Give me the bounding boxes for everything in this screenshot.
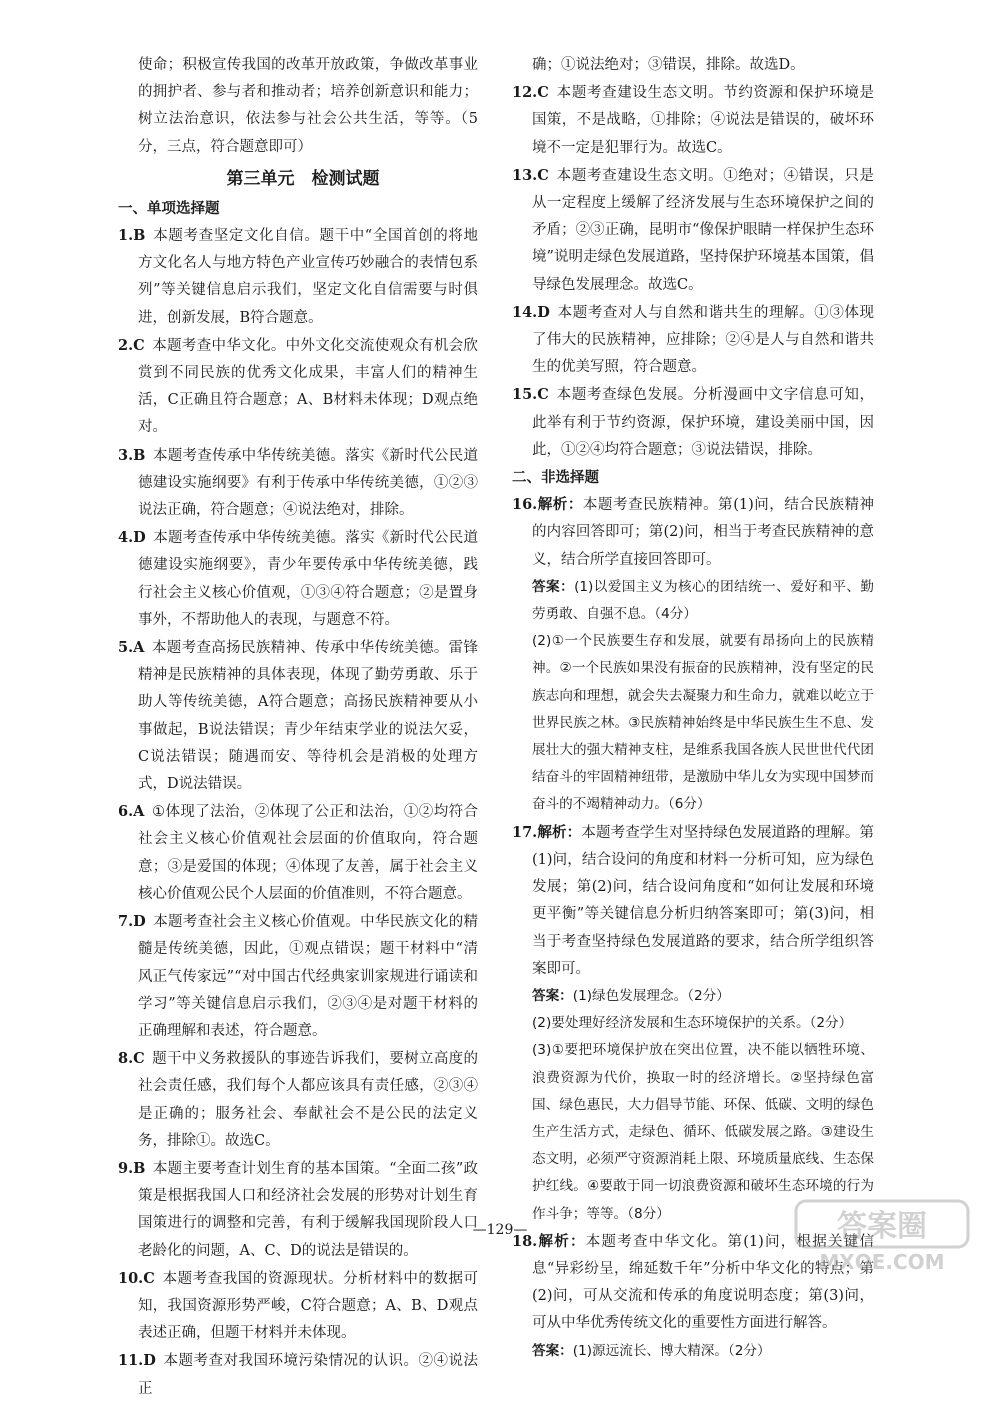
choice-item-answer: 3.B [118, 446, 146, 464]
choice-item-explanation: 本题考查社会主义核心价值观。中华民族文化的精髓是传统美德，因此，①观点错误；题干材料中“清风正气传家远”“对中国古代经典家训家规进行诵读和学习”等关键信息启示我们，②③④是对题干材料的正确理解和表述，符合题意。 [138, 914, 478, 1039]
choice-item-explanation: ①体现了法治，②体现了公正和法治，①②均符合社会主义核心价值观社会层面的价值取向，符合题意；③是爱国的体现；④体现了友善，属于社会主义核心价值观公民个人层面的价值准则，不符合题意。 [138, 804, 478, 902]
choice-item [118, 222, 478, 332]
spacer [144, 804, 151, 820]
choice-item-answer: 2.C [118, 336, 145, 354]
choice-item [512, 299, 874, 382]
question-number: 17. [512, 823, 538, 841]
choice-item-answer: 14.D [512, 303, 550, 321]
analysis-label: 解析： [537, 823, 582, 841]
answer-label: 答案： [532, 578, 575, 595]
choice-item-explanation: 本题考查建设生态文明。①绝对；④错误，只是从一定程度上缓解了经济发展与生态环境保护之间的矛盾；②③正确，昆明市“像保护眼睛一样保护生态环境”说明走绿色发展道路，坚持保护环境基本国策，倡导绿色发展理念。故选C。 [532, 167, 874, 293]
answer-text: (1)绿色发展理念。（2分） [572, 987, 730, 1004]
continued-item-11-text: 确；①说法绝对；③错误，排除。故选D。 [532, 57, 805, 73]
choice-item-answer: 12.C [512, 84, 549, 102]
choice-item-answer: 13.C [512, 166, 549, 184]
analysis-label: 解析： [537, 1232, 586, 1250]
left-column [118, 52, 478, 1403]
question-16 [512, 491, 874, 818]
choice-item [118, 634, 478, 798]
choice-item-explanation: 本题考查传承中华传统美德。落实《新时代公民道德建设实施纲要》有利于传承中华传统美德，①②③说法正确，符合题意；④说法绝对，排除。 [138, 447, 478, 519]
choice-item-explanation: 本题考查高扬民族精神、传承中华传统美德。雷锋精神是民族精神的具体表现，体现了勤劳勇敢、乐于助人等传统美德，A符合题意；高扬民族精神要从小事做起，B说法错误；青少年结束学业的说法欠妥，C说法错误；随遇而安、等待机会是消极的处理方式，D说法错误。 [138, 640, 478, 793]
spacer [550, 305, 557, 321]
analysis-paragraph [512, 491, 874, 574]
choice-item [118, 442, 478, 525]
analysis-paragraph [512, 819, 874, 983]
choice-item [118, 798, 478, 908]
spacer [549, 387, 556, 403]
choice-item-answer: 7.D [118, 913, 146, 931]
choice-item-explanation: 本题考查绿色发展。分析漫画中文字信息可知，此举有利于节约资源，保护环境，建设美丽中国，因此，①②④均符合题意；③说法错误，排除。 [532, 387, 874, 458]
question-number: 16. [512, 496, 538, 514]
answer-paragraph [512, 574, 874, 628]
page-number: —129— [472, 1222, 528, 1238]
choice-item-answer: 4.D [118, 529, 146, 547]
choice-item-answer: 1.B [118, 227, 146, 245]
single-choice-list-continued [512, 79, 874, 464]
spacer [144, 640, 151, 656]
choice-item-answer: 9.B [118, 1159, 146, 1177]
answer-label: 答案： [532, 987, 573, 1004]
choice-item-answer: 10.C [118, 1269, 155, 1287]
choice-item-answer: 15.C [512, 386, 549, 404]
analysis-text: 本题考查民族精神。第(1)问，结合民族精神的内容回答即可；第(2)问，相当于考查民族精神的意义，结合所学直接回答即可。 [532, 497, 875, 568]
section-heading-single-choice: 一、单项选择题 [118, 199, 220, 217]
choice-item-explanation: 本题考查对我国环境污染情况的认识。②④说法正 [138, 1353, 478, 1397]
choice-item-explanation: 本题考查中华文化。中外文化交流使观众有机会欣赏到不同民族的优秀文化成果，丰富人们的精神生活，C正确且符合题意；A、B材料未体现；D观点绝对。 [138, 337, 478, 436]
continued-answer-text: 使命；积极宣传我国的改革开放政策，争做改革事业的拥护者、参与者和推动者；培养创新意识和能力；树立法治意识，依法参与社会公共生活，等等。（5分，三点，符合题意即可） [138, 57, 478, 155]
choice-item [118, 1347, 478, 1402]
choice-item-answer: 8.C [118, 1050, 145, 1068]
answer-paragraph: (2)要处理好经济发展和生态环境保护的关系。（2分） [532, 1015, 853, 1032]
choice-item [512, 381, 874, 464]
choice-item-explanation: 本题考查我国的资源现状。分析材料中的数据可知，我国资源形势严峻，C符合题意；A、B、D观点表述正确，但题干材料并未体现。 [138, 1270, 478, 1342]
choice-item [118, 524, 478, 634]
choice-item [118, 332, 478, 442]
question-number: 18. [512, 1232, 538, 1250]
watermark-text-bottom: MXQE.COM [819, 1250, 945, 1274]
choice-item-explanation: 本题考查坚定文化自信。题干中“全国首创的将地方文化名人与地方特色产业宣传巧妙融合的表情包系列”等关键信息启示我们，坚定文化自信需要与时俱进，创新发展，B符合题意。 [138, 228, 478, 326]
choice-item [118, 908, 478, 1045]
answer-label: 答案： [532, 1342, 573, 1359]
analysis-text: 本题考查学生对坚持绿色发展道路的理解。第(1)问，结合设问的角度和材料一分析可知，应为绿色发展；第(2)问，结合设问角度和“如何让发展和环境更平衡”等关键信息分析归纳答案即可；第(3)问，相当于考查坚持绿色发展道路的要求，结合所学组织答案即可。 [532, 824, 875, 977]
choice-item [118, 1265, 478, 1348]
choice-item [512, 162, 874, 299]
choice-item [118, 1045, 478, 1155]
spacer [146, 530, 153, 546]
analysis-text: 本题考查中华文化。第(1)问，根据关键信息“异彩纷呈，绵延数千年”分析中华文化的特点；第(2)问，可从交流和传承的角度说明态度；第(3)问，可从中华优秀传统文化的重要性方面进行解答。 [532, 1233, 874, 1332]
section-heading-non-choice: 二、非选择题 [512, 469, 599, 487]
spacer [156, 1353, 163, 1369]
choice-item-explanation: 题干中义务救援队的事迹告诉我们，要树立高度的社会责任感，我们每个人都应该具有责任感，②③④是正确的；服务社会、奉献社会不是公民的法定义务，排除①。故选C。 [138, 1051, 478, 1149]
choice-item-explanation: 本题考查建设生态文明。节约资源和保护环境是国策，不是战略，①排除；④说法是错误的，破坏环境不一定是犯罪行为。故选C。 [532, 85, 874, 156]
choice-item [118, 1155, 478, 1265]
spacer [145, 448, 152, 464]
unit-title: 第三单元 检测试题 [226, 168, 380, 189]
choice-item-explanation: 本题考查对人与自然和谐共生的理解。①③体现了伟大的民族精神，应排除；②④是人与自然和谐共生的优美写照，符合题意。 [532, 304, 874, 376]
spacer [145, 1051, 152, 1067]
answer-paragraph: (2)①一个民族要生存和发展，就要有昂扬向上的民族精神。②一个民族如果没有振奋的民族精神，没有坚定的民族志向和理想，就会失去凝聚力和生命力，就难以屹立于世界民族之林。③民族精神始终是中华民族生生不息、发展壮大的强大精神支柱，是维系我国各族人民世世代代团结奋斗的牢固精神纽带，是激励中华儿女为实现中国梦而奋斗的不竭精神动力。（6分） [532, 633, 874, 813]
spacer [549, 85, 556, 101]
spacer [155, 1271, 162, 1287]
spacer [145, 228, 152, 244]
spacer [145, 1161, 152, 1177]
choice-item-explanation: 本题主要考查计划生育的基本国策。“全面二孩”政策是根据我国人口和经济社会发展的形势对计划生育国策进行的调整和完善，有利于缓解我国现阶段人口老龄化的问题，A、C、D的说法是错误的。 [138, 1160, 478, 1259]
watermark-logo [792, 1195, 972, 1275]
choice-item-answer: 5.A [118, 639, 145, 657]
answer-paragraph [512, 1338, 874, 1365]
answer-text: (1)源远流长、博大精深。（2分） [572, 1342, 771, 1359]
choice-item-answer: 11.D [118, 1352, 156, 1370]
answer-paragraph: (3)①要把环境保护放在突出位置，决不能以牺牲环境、浪费资源为代价，换取一时的经济增长。②坚持绿色富国、绿色惠民，大力倡导节能、环保、低碳、文明的绿色生产生活方式，走绿色、循环、低碳发展之路。③建设生态文明，必须严守资源消耗上限、环境质量底线、生态保护红线。④要敢于同一切浪费资源和破坏生态环境的行为作斗争；等等。（8分） [532, 1042, 874, 1222]
spacer [549, 168, 556, 184]
answer-text: (1)以爱国主义为核心的团结统一、爱好和平、勤劳勇敢、自强不息。（4分） [532, 578, 875, 623]
analysis-label: 解析： [537, 496, 583, 514]
spacer [146, 914, 153, 930]
choice-item [512, 79, 874, 162]
right-column [512, 52, 874, 1365]
choice-item-answer: 6.A [118, 803, 145, 821]
choice-item-explanation: 本题考查传承中华传统美德。落实《新时代公民道德建设实施纲要》，青少年要传承中华传统美德，践行社会主义核心价值观，①③④符合题意；②是置身事外，不帮助他人的表现，与题意不符。 [138, 530, 478, 628]
spacer [145, 338, 152, 354]
question-17 [512, 819, 874, 1228]
watermark-text-top: 答案圈 [837, 1209, 927, 1244]
answer-paragraph [512, 983, 874, 1010]
